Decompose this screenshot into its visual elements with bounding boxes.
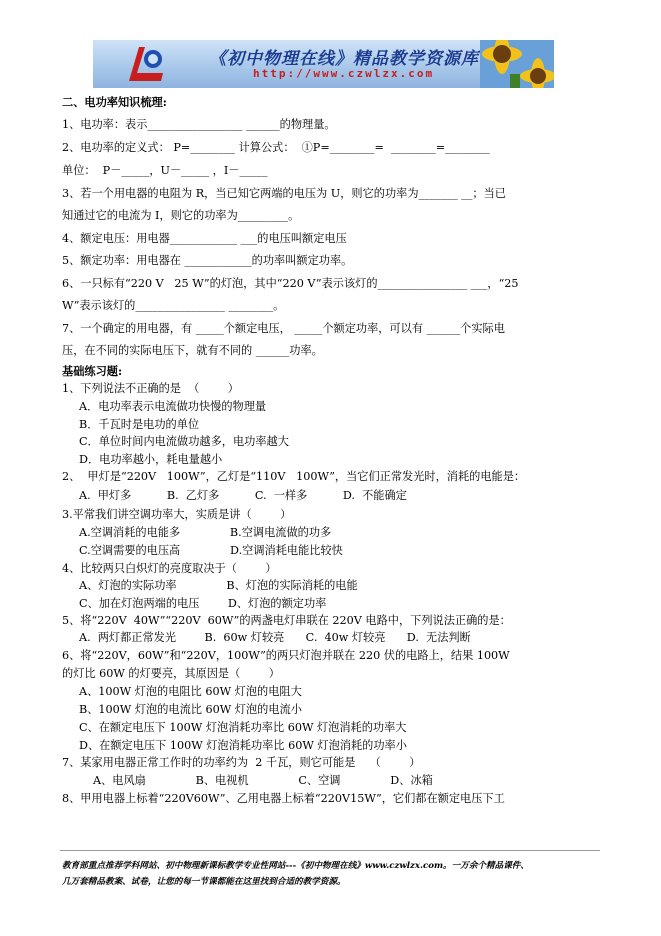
- text-line: C、加在灯泡两端的电压 D、灯泡的额定功率: [79, 597, 327, 610]
- text-line: 4、比较两只白炽灯的亮度取决于（ ）: [62, 562, 277, 575]
- text-line: 7、某家用电器正常工作时的功率约为 2 千瓦，则它可能是 （ ）: [62, 756, 421, 769]
- text-line: 的灯比 60W 的灯要亮，其原因是（ ）: [62, 667, 280, 680]
- banner-title: 《初中物理在线》精品教学资源库: [209, 49, 479, 69]
- section-heading: 基础练习题:: [62, 364, 123, 378]
- text-line: A、100W 灯泡的电阻比 60W 灯泡的电阻大: [79, 685, 302, 698]
- text-line: 7、一个确定的用电器，有 _____个额定电压， _____个额定功率，可以有 ______个实际电: [62, 322, 505, 335]
- text-line: 3.平常我们讲空调功率大，实质是讲（ ）: [62, 508, 292, 521]
- footer-line-2: 几万套精品教案、试卷，让您的每一节课都能在这里找到合适的教学资源。: [62, 877, 346, 887]
- text-line: 单位： P－_____，U－_____ ，I－_____: [62, 164, 268, 177]
- text-line: 6、一只标有“220 V 25 W”的灯泡，其中“220 V”表示该灯的________________ ___，“25: [62, 277, 519, 290]
- site-logo: [123, 43, 167, 85]
- header-banner: [93, 40, 554, 88]
- text-line: C、在额定电压下 100W 灯泡消耗功率比 60W 灯泡消耗的功率大: [79, 721, 407, 734]
- text-line: A、灯泡的实际功率 B、灯泡的实际消耗的电能: [79, 579, 358, 592]
- footer-divider: [60, 850, 600, 851]
- text-line: A．电功率表示电流做功快慢的物理量: [79, 400, 267, 413]
- text-line: 6、将“220V，60W”和“220V，100W”的两只灯泡并联在 220 伏的电路上，结果 100W: [62, 649, 510, 662]
- text-line: 1、下列说法不正确的是 （ ）: [62, 382, 239, 395]
- text-line: W”表示该灯的________________ ________。: [62, 299, 285, 312]
- section-heading: 二、电功率知识梳理:: [62, 95, 167, 109]
- text-line: 压，在不同的实际电压下，就有不同的 ______功率。: [62, 344, 323, 357]
- text-line: D．电功率越小，耗电量越小: [79, 453, 223, 466]
- text-line: A.空调消耗的电能多 B.空调电流做的功多: [79, 526, 332, 539]
- text-line: C.空调需要的电压高 D.空调消耗电能比较快: [79, 544, 343, 557]
- text-line: 知通过它的电流为 I，则它的功率为_________。: [62, 209, 300, 222]
- text-line: B．千瓦时是电功的单位: [79, 418, 200, 431]
- text-line: A. 两灯都正常发光 B. 60w 灯较亮 C. 40w 灯较亮 D. 无法判断: [79, 631, 471, 644]
- footer-line-1: 教育部重点推荐学科网站、初中物理新课标教学专业性网站---《初中物理在线》www.czwlzx.com。一万余个精品课件、: [62, 861, 529, 871]
- text-line: C．单位时间内电流做功越多，电功率越大: [79, 435, 289, 448]
- banner-url[interactable]: http://www.czwlzx.com: [253, 67, 435, 80]
- sunflower-image: [480, 40, 554, 88]
- text-line: A. 甲灯多 B. 乙灯多 C. 一样多 D. 不能确定: [79, 489, 407, 502]
- text-line: 2、 甲灯是“220V 100W”，乙灯是“110V 100W”，当它们正常发光时，消耗的电能是：: [62, 470, 526, 483]
- text-line: D、在额定电压下 100W 灯泡消耗功率比 60W 灯泡消耗的功率小: [79, 739, 407, 752]
- text-line: 1、电功率：表示_________________ ______的物理量。: [62, 118, 336, 131]
- text-line: 5、将“220V 40W”“220V 60W”的两盏电灯串联在 220V 电路中，下列说法正确的是：: [62, 614, 511, 627]
- text-line: 4、额定电压：用电器____________ ___的电压叫额定电压: [62, 232, 347, 245]
- text-line: 5、额定功率：用电器在 ____________的功率叫额定功率。: [62, 254, 353, 267]
- text-line: A、电风扇 B、电视机 C、空调 D、冰箱: [93, 774, 433, 787]
- text-line: 8、甲用电器上标着“220V60W”、乙用电器上标着“220V15W”，它们都在额定电压下工: [62, 792, 505, 805]
- text-line: 2、电功率的定义式： P=________ 计算公式： ①P=________= ________=________: [62, 141, 490, 154]
- text-line: 3、若一个用电器的电阻为 R，当已知它两端的电压为 U，则它的功率为_______ __；当已: [62, 187, 506, 200]
- text-line: B、100W 灯泡的电流比 60W 灯泡的电流小: [79, 703, 302, 716]
